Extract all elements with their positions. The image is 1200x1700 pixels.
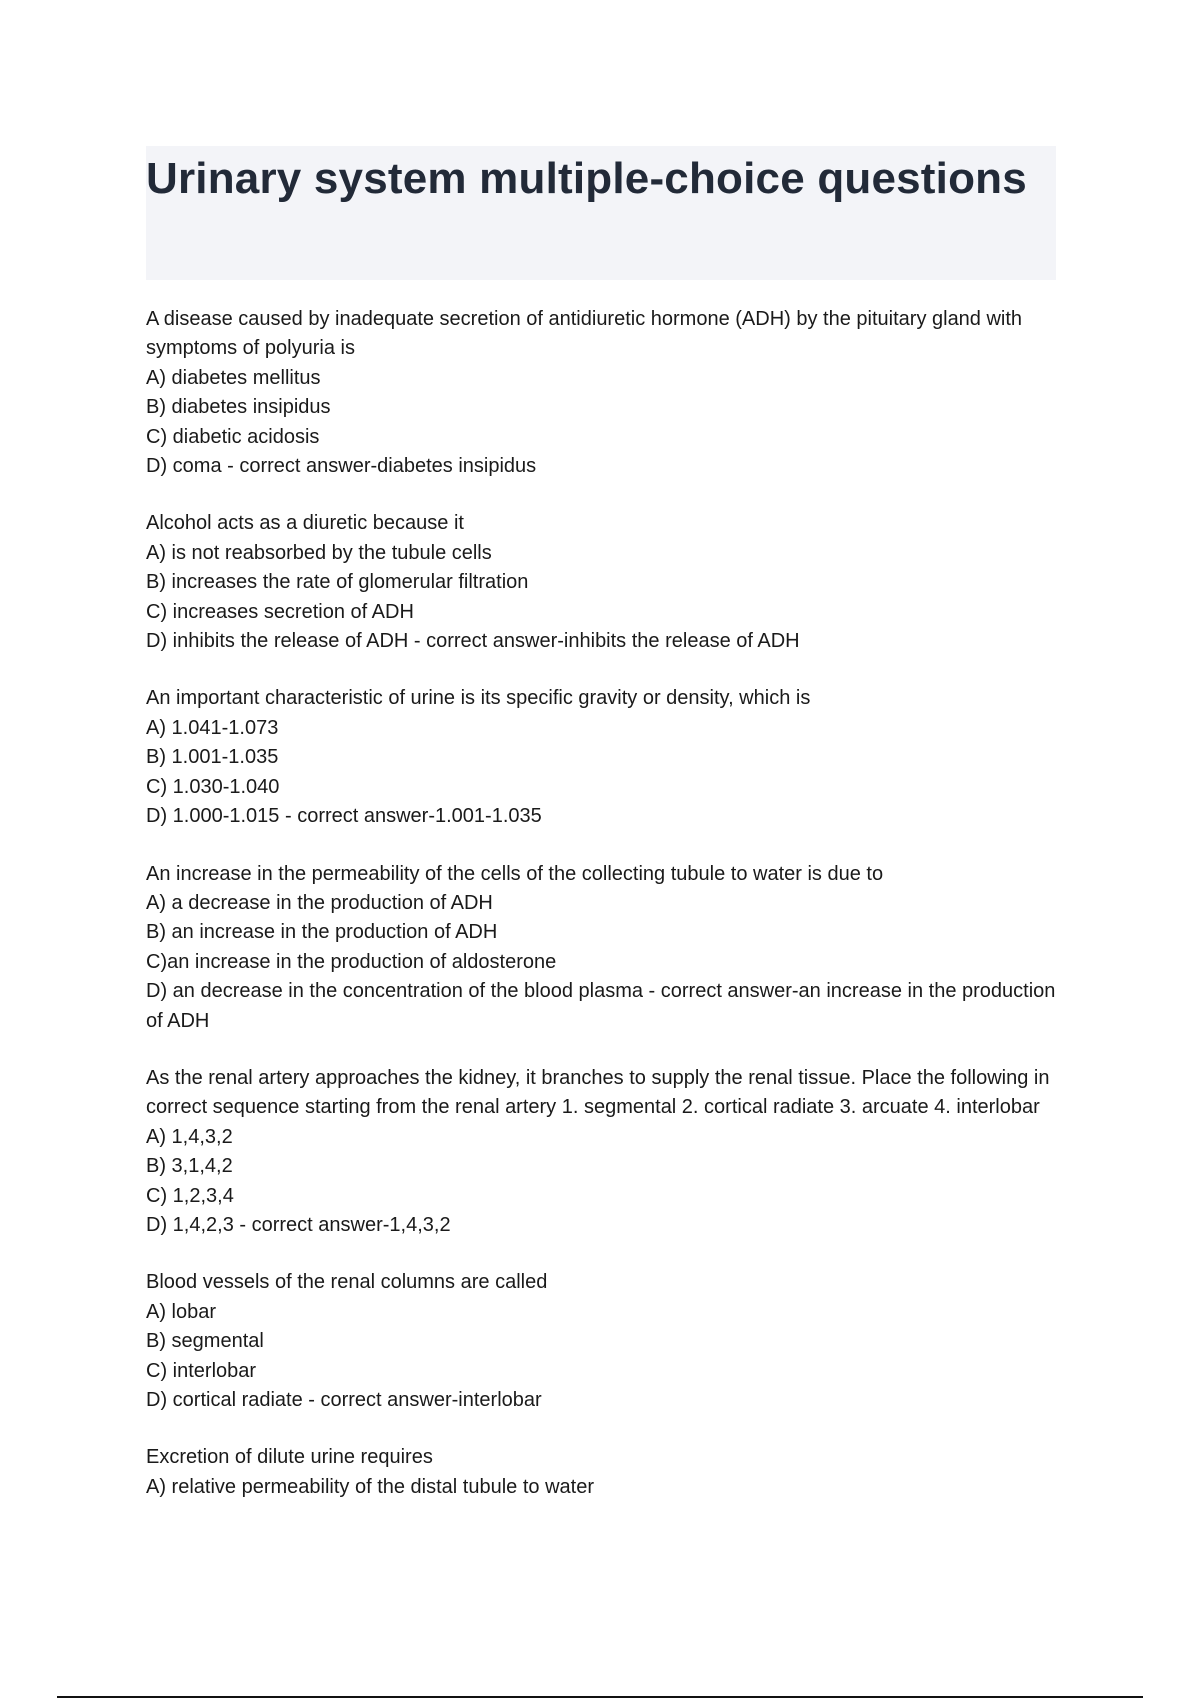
answer-option: C)an increase in the production of aldosterone (146, 950, 557, 973)
answer-option: C) increases secretion of ADH (146, 600, 414, 623)
answer-option: D) an decrease in the concentration of the blood plasma - correct answer-an increase in the production of ADH (146, 980, 1056, 1032)
answer-option: D) 1,4,2,3 - correct answer-1,4,3,2 (146, 1213, 451, 1236)
answer-option: C) interlobar (146, 1359, 257, 1382)
question-prompt: An increase in the permeability of the cells of the collecting tubule to water is due to (146, 862, 884, 885)
answer-option: A) a decrease in the production of ADH (146, 891, 493, 914)
answer-option: B) segmental (146, 1330, 264, 1353)
question-block (146, 1064, 1066, 1240)
question-block (146, 305, 1066, 481)
question-prompt: As the renal artery approaches the kidney, it branches to supply the renal tissue. Place the following in correct sequence starting from the renal artery 1. segmental 2. cortical radiate 3. arcuate 4. interlobar (146, 1066, 1050, 1119)
question-prompt: Alcohol acts as a diuretic because it (146, 512, 464, 535)
answer-option: D) 1.000-1.015 - correct answer-1.001-1.035 (146, 805, 542, 828)
answer-option: D) cortical radiate - correct answer-interlobar (146, 1389, 542, 1411)
question-prompt: A disease caused by inadequate secretion of antidiuretic hormone (ADH) by the pituitary gland with symptoms of polyuria is (146, 308, 1023, 360)
answer-option: A) relative permeability of the distal tubule to water (146, 1475, 594, 1498)
answer-option: B) 1.001-1.035 (146, 746, 279, 769)
answer-option: A) is not reabsorbed by the tubule cells (146, 541, 492, 564)
questions-list (146, 305, 1066, 1530)
question-block (146, 684, 1066, 831)
question-prompt: An important characteristic of urine is its specific gravity or density, which is (146, 687, 811, 710)
question-prompt: Blood vessels of the renal columns are called (146, 1271, 548, 1294)
question-block (146, 1268, 1066, 1415)
answer-option: D) coma - correct answer-diabetes insipidus (146, 455, 537, 478)
answer-option: A) 1,4,3,2 (146, 1125, 233, 1148)
answer-option: A) diabetes mellitus (146, 366, 321, 389)
question-block (146, 860, 1066, 1036)
answer-option: A) 1.041-1.073 (146, 716, 279, 739)
answer-option: B) diabetes insipidus (146, 396, 331, 419)
page-title: Urinary system multiple-choice questions (146, 154, 1027, 203)
answer-option: B) an increase in the production of ADH (146, 921, 498, 944)
question-prompt: Excretion of dilute urine requires (146, 1446, 433, 1469)
title-block (146, 146, 1056, 280)
answer-option: B) 3,1,4,2 (146, 1155, 233, 1178)
answer-option: C) 1.030-1.040 (146, 775, 280, 798)
footer-divider (57, 1696, 1143, 1698)
answer-option: B) increases the rate of glomerular filtration (146, 571, 529, 594)
question-block (146, 1443, 1066, 1502)
answer-option: C) 1,2,3,4 (146, 1184, 234, 1207)
answer-option: A) lobar (146, 1300, 217, 1323)
answer-option: C) diabetic acidosis (146, 425, 320, 448)
question-block (146, 509, 1066, 656)
answer-option: D) inhibits the release of ADH - correct answer-inhibits the release of ADH (146, 630, 800, 653)
